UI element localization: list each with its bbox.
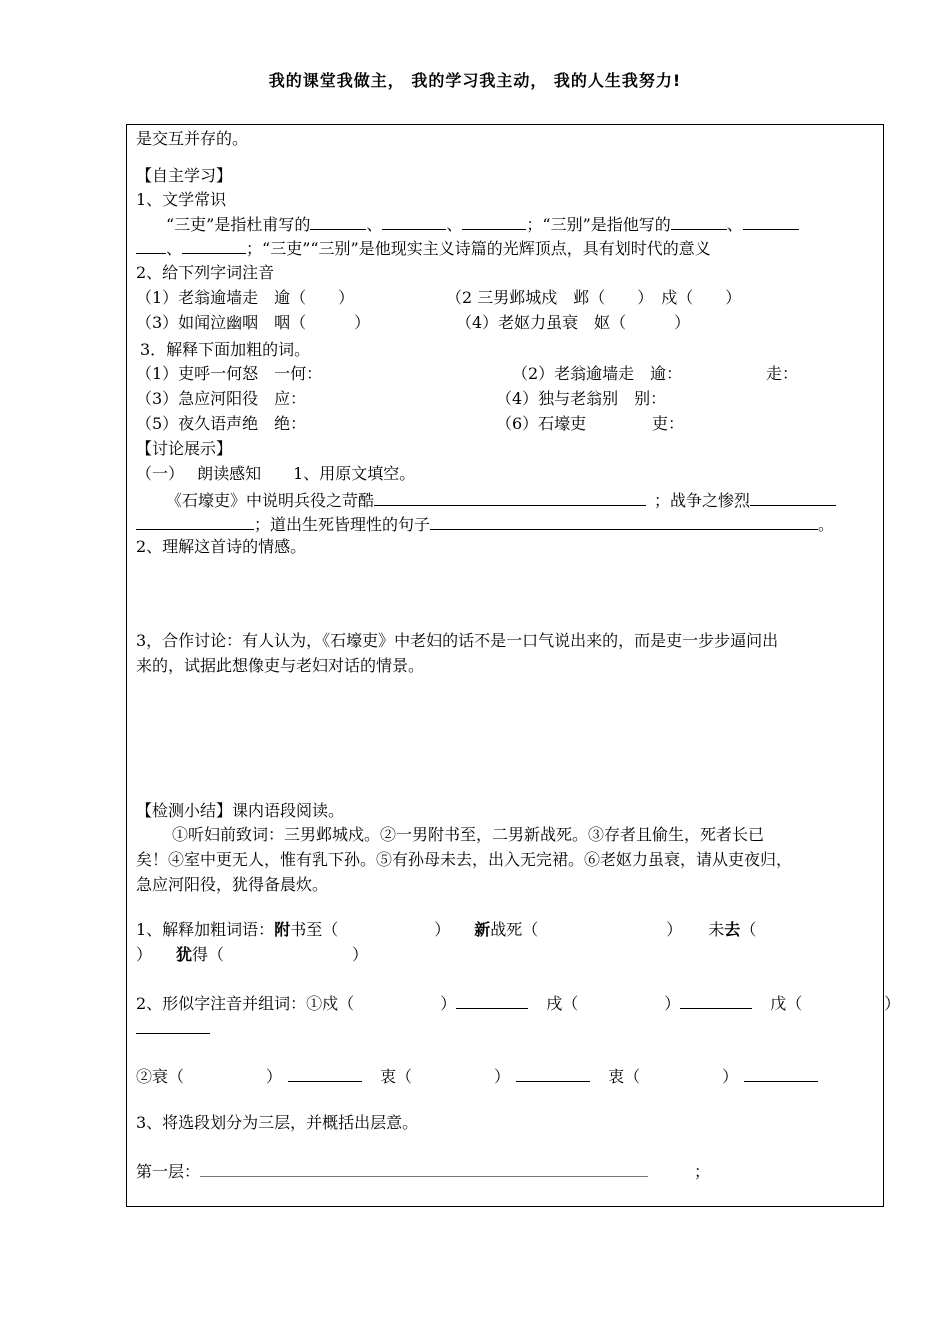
blank-shi-2[interactable] (382, 214, 446, 230)
literary-text-b: ；“三别”是指他写的 (526, 215, 671, 234)
blank-shi-1[interactable] (310, 214, 366, 230)
q2-char-5: 衷（ (380, 1067, 413, 1086)
blank-word-zhong-2[interactable] (744, 1066, 818, 1082)
fill-end: 。 (818, 515, 835, 534)
q2-close-4: ） (266, 1067, 283, 1086)
q1-close-2: ） (666, 920, 683, 939)
q2-prefix: 2、形似字注音并组词：①戍（ (136, 994, 355, 1013)
explain-title: 3．解释下面加粗的词。 (140, 340, 311, 359)
q2-close-1: ） (440, 994, 457, 1013)
fill-line-1 (166, 490, 836, 511)
blank-war-cruelty-a[interactable] (750, 490, 836, 506)
q2-char-2: 戌（ (546, 994, 579, 1013)
q1-close-3: ） (136, 945, 153, 964)
blank-layer-1[interactable] (200, 1161, 648, 1177)
q1-open-3: （ (740, 920, 757, 939)
q2-row2-start: ②衰（ (136, 1067, 185, 1086)
discussion-q3-line-2: 来的，试据此想像吏与老妇对话的情景。 (136, 656, 425, 675)
test-q1-line-1 (136, 920, 756, 940)
discussion-q3-line-1: 3，合作讨论：有人认为，《石壕吏》中老妇的话不是一口气说出来的，而是吏一步步逼问出 (136, 631, 779, 650)
blank-word-shuai[interactable] (288, 1066, 362, 1082)
q1-pre-3: 未 (708, 920, 725, 939)
literary-text-c: ；“三吏”“三别”是他现实主义诗篇的光辉顶点，具有划时代的意义 (246, 239, 711, 258)
pinyin-q1: （1）老翁逾墙走 逾（ ） (136, 288, 355, 307)
layer-1-line (136, 1161, 710, 1182)
q2-close-3: ） (884, 994, 901, 1013)
q2-char-3: 戊（ (770, 994, 803, 1013)
blank-bie-2a[interactable] (743, 214, 799, 230)
blank-word-shu[interactable] (456, 993, 528, 1009)
discussion-part-1: （一） 朗读感知 1、用原文填空。 (136, 464, 416, 483)
layer-1-end: ； (694, 1162, 711, 1181)
section-heading-discussion: 【讨论展示】 (136, 439, 233, 458)
literary-knowledge-title: 1、文学常识 (136, 190, 227, 209)
explain-q3: （3）急应河阳役 应： (136, 389, 307, 408)
explain-q5: （5）夜久语声绝 绝： (136, 414, 307, 433)
bold-word-you: 犹 (176, 945, 193, 964)
blank-life-death[interactable] (430, 514, 818, 530)
q1-prefix: 1、解释加粗词语： (136, 920, 275, 939)
section-heading-test: 【检测小结】课内语段阅读。 (136, 801, 345, 820)
blank-harsh-service[interactable] (374, 490, 646, 506)
blank-bie-1[interactable] (671, 214, 727, 230)
fill-text-c: ；道出生死皆理性的句子 (254, 515, 431, 534)
passage-line-1: ①听妇前致词：三男邺城戍。②一男附书至，二男新战死。③存者且偷生，死者长已 (172, 825, 765, 844)
fill-text-a: 《石壕吏》中说明兵役之苛酷 (166, 491, 375, 510)
q2-close-5: ） (494, 1067, 511, 1086)
blank-shi-3[interactable] (462, 214, 526, 230)
literary-text-a: “三吏”是指杜甫写的 (166, 215, 311, 234)
blank-bie-2b[interactable] (136, 238, 166, 254)
sep-3: 、 (726, 215, 743, 234)
blank-war-cruelty-b[interactable] (136, 514, 254, 530)
pinyin-q2: （2 三男邺城戍 邺（ ） 戍（ ） (446, 288, 742, 307)
bold-word-xin: 新 (474, 920, 491, 939)
pinyin-title: 2、给下列字词注音 (136, 263, 275, 282)
bold-word-qu: 去 (724, 920, 741, 939)
passage-line-3: 急应河阳役，犹得备晨炊。 (136, 875, 329, 894)
q2-char-6: 衷（ (608, 1067, 641, 1086)
literary-line-1 (166, 214, 799, 235)
test-q3: 3、将选段划分为三层，并概括出层意。 (136, 1113, 419, 1132)
fill-text-b: ；战争之惨烈 (654, 491, 751, 510)
sep-1: 、 (366, 215, 383, 234)
q2-close-6: ） (722, 1067, 739, 1086)
test-q2-line-2 (136, 1018, 210, 1039)
layer-1-label: 第一层： (136, 1162, 201, 1181)
section-heading-self-study: 【自主学习】 (136, 166, 233, 185)
explain-q1: （1）吏呼一何怒 一何： (136, 364, 323, 383)
q1-close-4: ） (352, 945, 369, 964)
pinyin-q3: （3）如闻泣幽咽 咽（ ） (136, 313, 371, 332)
test-q2-line-1 (136, 993, 900, 1014)
sep-2: 、 (446, 215, 463, 234)
pinyin-q4: （4）老妪力虽衰 妪（ ） (456, 313, 691, 332)
q1-rest-2: 战死（ (490, 920, 539, 939)
bold-word-fu: 附 (274, 920, 291, 939)
blank-word-zhong-1[interactable] (516, 1066, 590, 1082)
test-q1-line-2 (136, 945, 368, 965)
literary-sep-4: 、 (166, 239, 183, 258)
explain-q6-li: 吏： (652, 414, 685, 433)
explain-q6: （6）石壕吏 (496, 414, 587, 433)
page-header-motto: 我的课堂我做主， 我的学习我主动， 我的人生我努力! (268, 71, 682, 90)
explain-q4: （4）独与老翁别 别： (496, 389, 667, 408)
q1-rest-1: 书至（ (290, 920, 339, 939)
blank-word-wu[interactable] (136, 1018, 210, 1034)
literary-line-2 (136, 238, 711, 259)
fill-line-2 (136, 514, 834, 535)
q2-close-2: ） (664, 994, 681, 1013)
discussion-q2: 2、理解这首诗的情感。 (136, 537, 307, 556)
passage-line-2: 矣！④室中更无人，惟有乳下孙。⑤有孙母未去，出入无完裙。⑥老妪力虽衰，请从吏夜归， (136, 850, 793, 869)
continued-text: 是交互并存的。 (136, 129, 249, 148)
q1-close-1: ） (434, 920, 451, 939)
blank-word-xu[interactable] (680, 993, 752, 1009)
test-q2-line-3 (136, 1066, 818, 1087)
q1-rest-4: 得（ (192, 945, 225, 964)
explain-q2-zou: 走： (766, 364, 799, 383)
blank-bie-3[interactable] (182, 238, 246, 254)
explain-q2: （2）老翁逾墙走 逾： (512, 364, 683, 383)
